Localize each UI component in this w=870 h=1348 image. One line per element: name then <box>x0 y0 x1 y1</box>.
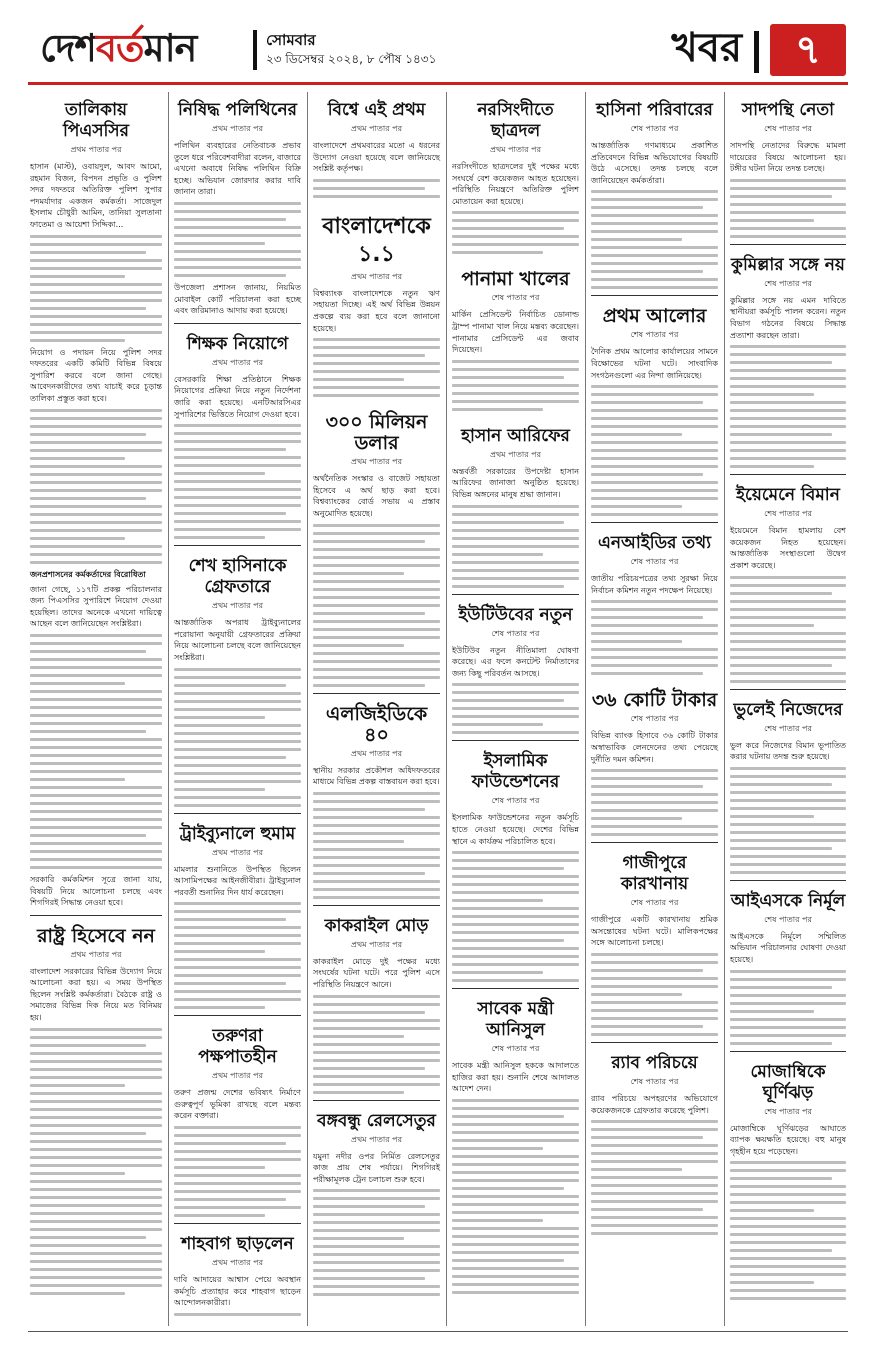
article-text-block <box>730 179 846 238</box>
article-text-block <box>30 235 162 342</box>
article-text-block <box>591 769 718 836</box>
headline[interactable]: প্রথম আলোর <box>602 305 707 328</box>
headline[interactable]: সাবেক মন্ত্রী আনিসুল <box>477 999 554 1041</box>
article-text-block <box>174 202 301 277</box>
headline[interactable]: পানামা খালের <box>461 268 570 291</box>
headline[interactable]: কুমিল্লার সঙ্গে নয় <box>731 254 845 275</box>
continuation-label: প্রথম পাতার পর <box>351 124 402 133</box>
article-text: ভুল করে নিজেদের বিমান ভূপাতিত করার ঘটনায় তদন্ত শুরু হয়েছে। <box>730 740 846 762</box>
masthead-rule <box>28 82 848 85</box>
headline[interactable]: বঙ্গবন্ধু রেলসেতুর <box>317 1110 436 1131</box>
article-text: ইসলামিক ফাউন্ডেশনের নতুন কর্মসূচি হাতে নেওয়া হয়েছে। দেশের বিভিন্ন স্থানে এ কার্যক্রম পরিচালিত হবে। <box>452 813 579 846</box>
article-text: ইয়েমেনে বিমান হামলায় বেশ কয়েকজন নিহত হয়েছেন। আন্তর্জাতিক সংস্থাগুলো উদ্বেগ প্রকাশ করেছে। <box>730 526 846 570</box>
article-text: গাজীপুরে একটি কারখানায় শ্রমিক অসন্তোষের ঘটনা ঘটে। মালিকপক্ষের সঙ্গে আলোচনা চলছে। <box>591 915 718 948</box>
article-text: সাবেক মন্ত্রী আনিসুল হককে আদালতে হাজির করা হয়। শুনানি শেষে আদালত আদেশ দেন। <box>452 1061 579 1094</box>
article-text: অন্তর্বর্তী সরকারের উপদেষ্টা হাসান আরিফের জানাজা অনুষ্ঠিত হয়েছে। বিভিন্ন অঙ্গনের মানুষ শ্রদ্ধা জানান। <box>452 466 579 499</box>
article-text: দাবি আদায়ের আশ্বাস পেয়ে অবস্থান কর্মসূচি প্রত্যাহার করে শাহবাগ ছাড়েন আন্দোলনকারীরা। <box>174 1275 301 1308</box>
continuation-label: শেষ পাতার পর <box>764 914 812 924</box>
article-text-block <box>313 792 440 899</box>
column-divider <box>585 92 586 1326</box>
article-text-block <box>591 385 718 516</box>
continuation-label: প্রথম পাতার পর <box>212 1258 263 1268</box>
article-text: জানা গেছে, ১১৭টি প্রকল্প পরিচালনার জন্য পিএসসির সুপারিশে নিয়োগ দেওয়া হয়েছিল। তাদের অনেকে এখনো দায়িত্বে আছেন বলে জানিয়েছেন সংশ্লিষ্টরা। <box>30 584 162 629</box>
logo-part-3: মান <box>143 26 197 70</box>
continuation-label: প্রথম পাতার পর <box>212 601 263 611</box>
logo-part-2: বর্ত <box>95 26 144 70</box>
article-text: কাকরাইল মোড়ে দুই পক্ষের মধ্যে সংঘর্ষের ঘটনা ঘটে। পরে পুলিশ এসে পরিস্থিতি নিয়ন্ত্রণে আনে। <box>313 956 440 989</box>
article-text: আন্তর্জাতিক অপরাধ ট্রাইব্যুনালের পরোয়ানা অনুযায়ী গ্রেফতারের প্রক্রিয়া নিয়ে আলোচনা চলছে বলে জানিয়েছেন সংশ্লিষ্টরা। <box>174 618 301 662</box>
issue-date: ২৩ ডিসেম্বর ২০২৪, ৮ পৌষ ১৪৩১ <box>266 52 437 66</box>
headline[interactable]: ইয়েমেনে বিমান <box>736 485 840 506</box>
headline[interactable]: বাংলাদেশকে ১.১ <box>322 213 431 267</box>
continuation-label: শেষ পাতার পর <box>491 628 540 638</box>
article-text: নরসিংদীতে ছাত্রদলের দুই পক্ষের মধ্যে সংঘর্ষে বেশ কয়েকজন আহত হয়েছেন। পরিস্থিতি নিয়ন্ত্রণে অতিরিক্ত পুলিশ মোতায়েন করা হয়েছে। <box>452 162 579 206</box>
column-divider <box>724 92 725 1326</box>
continuation-label: শেষ পাতার পর <box>630 898 679 908</box>
article-text-block <box>591 190 718 289</box>
continuation-label: শেষ পাতার পর <box>630 330 679 340</box>
continuation-label: শেষ পাতার পর <box>630 124 679 133</box>
continuation-label: প্রথম পাতার পর <box>70 949 122 959</box>
article-text-block <box>313 179 440 198</box>
continuation-label: প্রথম পাতার পর <box>351 271 402 281</box>
article-text-block <box>174 902 301 1009</box>
section-title: খবর <box>671 25 742 71</box>
column-divider <box>446 92 447 1326</box>
headline[interactable]: এলজিইডিকে ৪০ <box>325 702 428 746</box>
article-text: জাতীয় পরিচয়পত্রের তথ্য সুরক্ষা নিয়ে নির্বাচন কমিশন নতুন পদক্ষেপ নিয়েছে। <box>591 574 718 595</box>
article-text: সাদপন্থি নেতাদের বিরুদ্ধে মামলা দায়েরের বিষয়ে আলোচনা হয়। টঙ্গীর ঘটনা নিয়ে তদন্ত চলছে। <box>730 141 846 174</box>
article-text: দৈনিক প্রথম আলোর কার্যালয়ের সামনে বিক্ষোভের ঘটনা ঘটে। সাংবাদিক সংগঠনগুলো এর নিন্দা জানিয়েছে। <box>591 347 718 380</box>
column-6 <box>730 90 846 1305</box>
headline[interactable]: শাহবাগ ছাড়লেন <box>181 1234 294 1255</box>
article-text: আন্তর্জাতিক গণমাধ্যমে প্রকাশিত প্রতিবেদনে বিভিন্ন অভিযোগের বিষয়টি উঠে এসেছে। তদন্ত চলছে বলে জানিয়েছেন কর্মকর্তারা। <box>591 141 718 185</box>
column-5 <box>591 90 718 1240</box>
continuation-label: প্রথম পাতার পর <box>212 847 263 857</box>
article-text: উপজেলা প্রশাসন জানায়, নিয়মিত মোবাইল কোর্ট পরিচালনা করা হচ্ছে এবং জরিমানাও আদায় করা হয়েছে। <box>174 282 301 316</box>
continuation-label: শেষ পাতার পর <box>764 509 812 519</box>
article-text: বিশ্বব্যাংক বাংলাদেশকে নতুন ঋণ সহায়তা দিচ্ছে। এই অর্থ বিভিন্ন উন্নয়ন প্রকল্পে ব্যয় করা হবে বলে জানানো হয়েছে। <box>313 288 440 333</box>
continuation-label: শেষ পাতার পর <box>630 1076 679 1086</box>
headline[interactable]: ৩৬ কোটি টাকার <box>591 689 718 712</box>
article-text: স্থানীয় সরকার প্রকৌশল অধিদফতরের মাধ্যমে বিভিন্ন প্রকল্প বাস্তবায়ন করা হবে। <box>313 765 440 787</box>
column-3 <box>313 90 440 1301</box>
article-text-block <box>174 668 301 807</box>
continuation-label: শেষ পাতার পর <box>491 796 540 806</box>
article-text-block <box>30 1028 162 1295</box>
article-text: বাংলাদেশ সরকারের বিভিন্ন উদ্যোগ নিয়ে আলোচনা করা হয়। এ সময় উপস্থিত ছিলেন সংশ্লিষ্ট কর্মকর্তারা। বৈঠকে রাষ্ট্র ও সমাজের বিভিন্ন দিক নিয়ে মত বিনিময় হয়। <box>30 966 162 1023</box>
footer-rule <box>28 1331 848 1332</box>
headline[interactable]: ইসলামিক ফাউন্ডেশনের <box>471 751 560 793</box>
logo-part-1: দেশ <box>40 26 96 70</box>
article-text-block <box>313 524 440 687</box>
headline[interactable]: মোজাম্বিকে ঘূর্ণিঝড় <box>750 1061 826 1103</box>
continuation-label: প্রথম পাতার পর <box>490 449 541 459</box>
article-text-block <box>452 851 579 982</box>
continuation-label: শেষ পাতার পর <box>630 557 679 567</box>
article-text: মামলার শুনানিতে উপস্থিত ছিলেন আসামিপক্ষের আইনজীবীরা। ট্রাইব্যুনাল পরবর্তী শুনানির দিন ধার্য করেছেন। <box>174 864 301 897</box>
headline[interactable]: আইএসকে নির্মূল <box>730 890 846 911</box>
continuation-label: শেষ পাতার পর <box>630 714 679 724</box>
continuation-label: প্রথম পাতার পর <box>212 124 263 133</box>
article-text: মোজাম্বিকে ঘূর্ণিঝড়ের আঘাতে ব্যাপক ক্ষয়ক্ষতি হয়েছে। বহু মানুষ গৃহহীন হয়ে পড়েছেন। <box>730 1123 846 1156</box>
column-divider <box>307 92 308 1326</box>
continuation-label: শেষ পাতার পর <box>764 124 812 133</box>
article-text: সরকারি কর্মকমিশন সূত্রে জানা যায়, বিষয়টি নিয়ে আলোচনা চলছে এবং শিগগিরই সিদ্ধান্ত নেওয়া হবে। <box>30 874 162 908</box>
article-text: নিয়োগ ও পদায়ন নিয়ে পুলিশ সদর দফতরের একটি কমিটি বিভিন্ন বিষয়ে সুপারিশ করবে বলে জানা গেছে। আবেদনকারীদের তথ্য যাচাই করে চূড়ান্ত তালিকা প্রস্তুত করা হবে। <box>30 347 162 403</box>
headline[interactable]: নরসিংদীতে ছাত্রদল <box>477 100 554 141</box>
article-text-block <box>30 634 162 869</box>
headline[interactable]: বিশ্বে এই প্রথম <box>327 100 426 120</box>
continuation-label: প্রথম পাতার পর <box>351 1134 402 1144</box>
article-text: বাংলাদেশে প্রথমবারের মতো এ ধরনের উদ্যোগ নেওয়া হয়েছে বলে জানিয়েছে সংশ্লিষ্ট কর্তৃপক্ষ। <box>313 141 440 174</box>
article-text-block <box>591 600 718 675</box>
continuation-label: প্রথম পাতার পর <box>212 1071 263 1081</box>
article-text-block <box>174 1313 301 1316</box>
article-text: ইউটিউব নতুন নীতিমালা ঘোষণা করেছে। এর ফলে কনটেন্ট নির্মাতাদের জন্য কিছু পরিবর্তন আসছে। <box>452 645 579 678</box>
article-text: বিভিন্ন ব্যাংক হিসাবে ৩৬ কোটি টাকার অস্বাভাবিক লেনদেনের তথ্য পেয়েছে দুর্নীতি দমন কমিশন। <box>591 731 718 764</box>
column-1 <box>30 90 162 1300</box>
article-text: কুমিল্লার সঙ্গে নয় এমন দাবিতে স্থানীয়রা কর্মসূচি পালন করেন। নতুন বিভাগ গঠনের বিষয়ে সিদ্ধান্ত প্রত্যাশা করছেন তারা। <box>730 295 846 340</box>
continuation-label: প্রথম পাতার পর <box>490 145 541 154</box>
article-text: আইএসকে নির্মূলে সম্মিলিত অভিযান পরিচালনার ঘোষণা দেওয়া হয়েছে। <box>730 931 846 964</box>
headline[interactable]: শিক্ষক নিয়োগে <box>186 333 289 354</box>
column-2 <box>174 90 301 1321</box>
article-text-block <box>452 1099 579 1294</box>
article-text: মার্কিন প্রেসিডেন্ট নির্বাচিত ডোনাল্ড ট্রাম্প পানামা খাল নিয়ে মন্তব্য করেছেন। পানামার প্রেসিডেন্ট এর জবাব দিয়েছেন। <box>452 310 579 355</box>
headline[interactable]: কাকরাইল মোড় <box>324 915 429 936</box>
column-4 <box>452 90 579 1299</box>
headline[interactable]: নিষিদ্ধ পলিথিনের <box>178 100 297 120</box>
continuation-label: প্রথম পাতার পর <box>351 939 402 949</box>
column-divider <box>168 92 169 1326</box>
headline[interactable]: শেখ হাসিনাকে গ্রেফতারে <box>188 556 287 598</box>
continuation-label: শেষ পাতার পর <box>491 1044 540 1054</box>
continuation-label: প্রথম পাতার পর <box>212 357 263 367</box>
article-text: পলিথিন ব্যবহারের নেতিবাচক প্রভাব তুলে ধরে পরিবেশবাদীরা বলেন, বাজারে এখনো অবাধে নিষিদ্ধ পলিথিন বিক্রি হচ্ছে। অভিযান জোরদার করার দাবি জানান তারা। <box>174 141 301 197</box>
article-text-block <box>730 345 846 468</box>
article-text-block <box>730 576 846 683</box>
article-text-block <box>730 970 846 1045</box>
article-text-block <box>452 211 579 254</box>
masthead <box>0 0 870 86</box>
continuation-label: শেষ পাতার পর <box>764 1106 812 1116</box>
headline[interactable]: হাসিনা পরিবারের <box>596 100 713 120</box>
masthead-separator <box>253 30 257 70</box>
newspaper-logo <box>40 26 196 70</box>
article-text-block <box>313 995 440 1094</box>
article-text: তরুণ প্রজন্ম দেশের ভবিষ্যৎ নির্মাণে গুরুত্বপূর্ণ ভূমিকা রাখছে বলে মন্তব্য করেন বক্তারা। <box>174 1088 301 1121</box>
article-text-block <box>591 1120 718 1235</box>
headline[interactable]: তালিকায় পিএসসির <box>62 100 129 141</box>
article-text-block <box>452 683 579 734</box>
article-text-block <box>313 1189 440 1296</box>
section-separator <box>754 31 759 73</box>
article-text-block <box>730 1161 846 1300</box>
article-text: হাসান (মাস্ট), ওবায়দুল, আবদ আমো, রহমান বিজন, বিপদন প্রভৃতি ও পুলিশ সদর দফতরে অতিরিক্ত পুলিশ সুপার পদমর্যাদার একজন কর্মকর্তা। সাজেদুল ইসলাম চৌধুরী আমিন, তানিয়া সুলতানা ফাতেমা ও আয়েশা সিদ্দিকা... <box>30 162 162 229</box>
article-text-block <box>452 505 579 588</box>
headline[interactable]: ইউটিউবের নতুন <box>458 604 573 625</box>
issue-day: সোমবার <box>266 31 316 49</box>
article-text-block <box>30 409 162 564</box>
page-number-badge: ৭ <box>770 24 846 76</box>
headline[interactable]: ৩০০ মিলিয়ন ডলার <box>325 411 428 455</box>
headline[interactable]: ভুলেই নিজেদের <box>733 699 843 720</box>
headline[interactable]: সাদপন্থি নেতা <box>741 100 835 120</box>
article-text: বেসরকারি শিক্ষা প্রতিষ্ঠানে শিক্ষক নিয়োগের প্রক্রিয়া নিয়ে নতুন নির্দেশনা জারি করা হয়েছে। এনটিআরসিএর সুপারিশের ভিত্তিতে নিয়োগ দেওয়া হবে। <box>174 374 301 419</box>
issue-date-block <box>266 30 436 68</box>
article-text-block <box>174 424 301 539</box>
headline[interactable]: গাজীপুরে কারখানায় <box>620 853 689 895</box>
headline[interactable]: হাসান আরিফের <box>461 425 570 446</box>
headline[interactable]: রাষ্ট্র হিসেবে নন <box>37 924 155 947</box>
article-text: যমুনা নদীর ওপর নির্মিত রেলসেতুর কাজ প্রায় শেষ পর্যায়ে। শিগগিরই পরীক্ষামূলক ট্রেন চলাচল শুরু হবে। <box>313 1151 440 1184</box>
headline[interactable]: ট্রাইব্যুনালে হুমাম <box>179 823 296 844</box>
article-text-block <box>313 338 440 397</box>
headline[interactable]: এনআইডির তথ্য <box>597 533 712 554</box>
headline[interactable]: র‍্যাব পরিচয়ে <box>611 1052 698 1073</box>
subheading: জনপ্রশাসনের কর্মকর্তাদের বিরোধিতা <box>30 568 146 579</box>
continuation-label: প্রথম পাতার পর <box>70 145 122 154</box>
continuation-label: শেষ পাতার পর <box>764 723 812 733</box>
headline[interactable]: তরুণরা পক্ষপাতহীন <box>198 1026 277 1068</box>
article-text-block <box>730 767 846 874</box>
continuation-label: প্রথম পাতার পর <box>351 457 402 467</box>
article-text-block <box>591 953 718 1036</box>
article-text: অর্থনৈতিক সংস্কার ও বাজেট সহায়তা হিসেবে এ অর্থ ছাড় করা হবে। বিশ্বব্যাংকের বোর্ড সভায় এ প্রস্তাব অনুমোদিত হয়েছে। <box>313 474 440 518</box>
continuation-label: শেষ পাতার পর <box>764 278 812 288</box>
continuation-label: প্রথম পাতার পর <box>351 748 402 758</box>
article-text: র‍্যাব পরিচয়ে অপহরণের অভিযোগে কয়েকজনকে গ্রেফতার করেছে পুলিশ। <box>591 1093 718 1115</box>
article-text-block <box>452 360 579 411</box>
article-text-block <box>174 1126 301 1217</box>
continuation-label: শেষ পাতার পর <box>491 293 540 303</box>
